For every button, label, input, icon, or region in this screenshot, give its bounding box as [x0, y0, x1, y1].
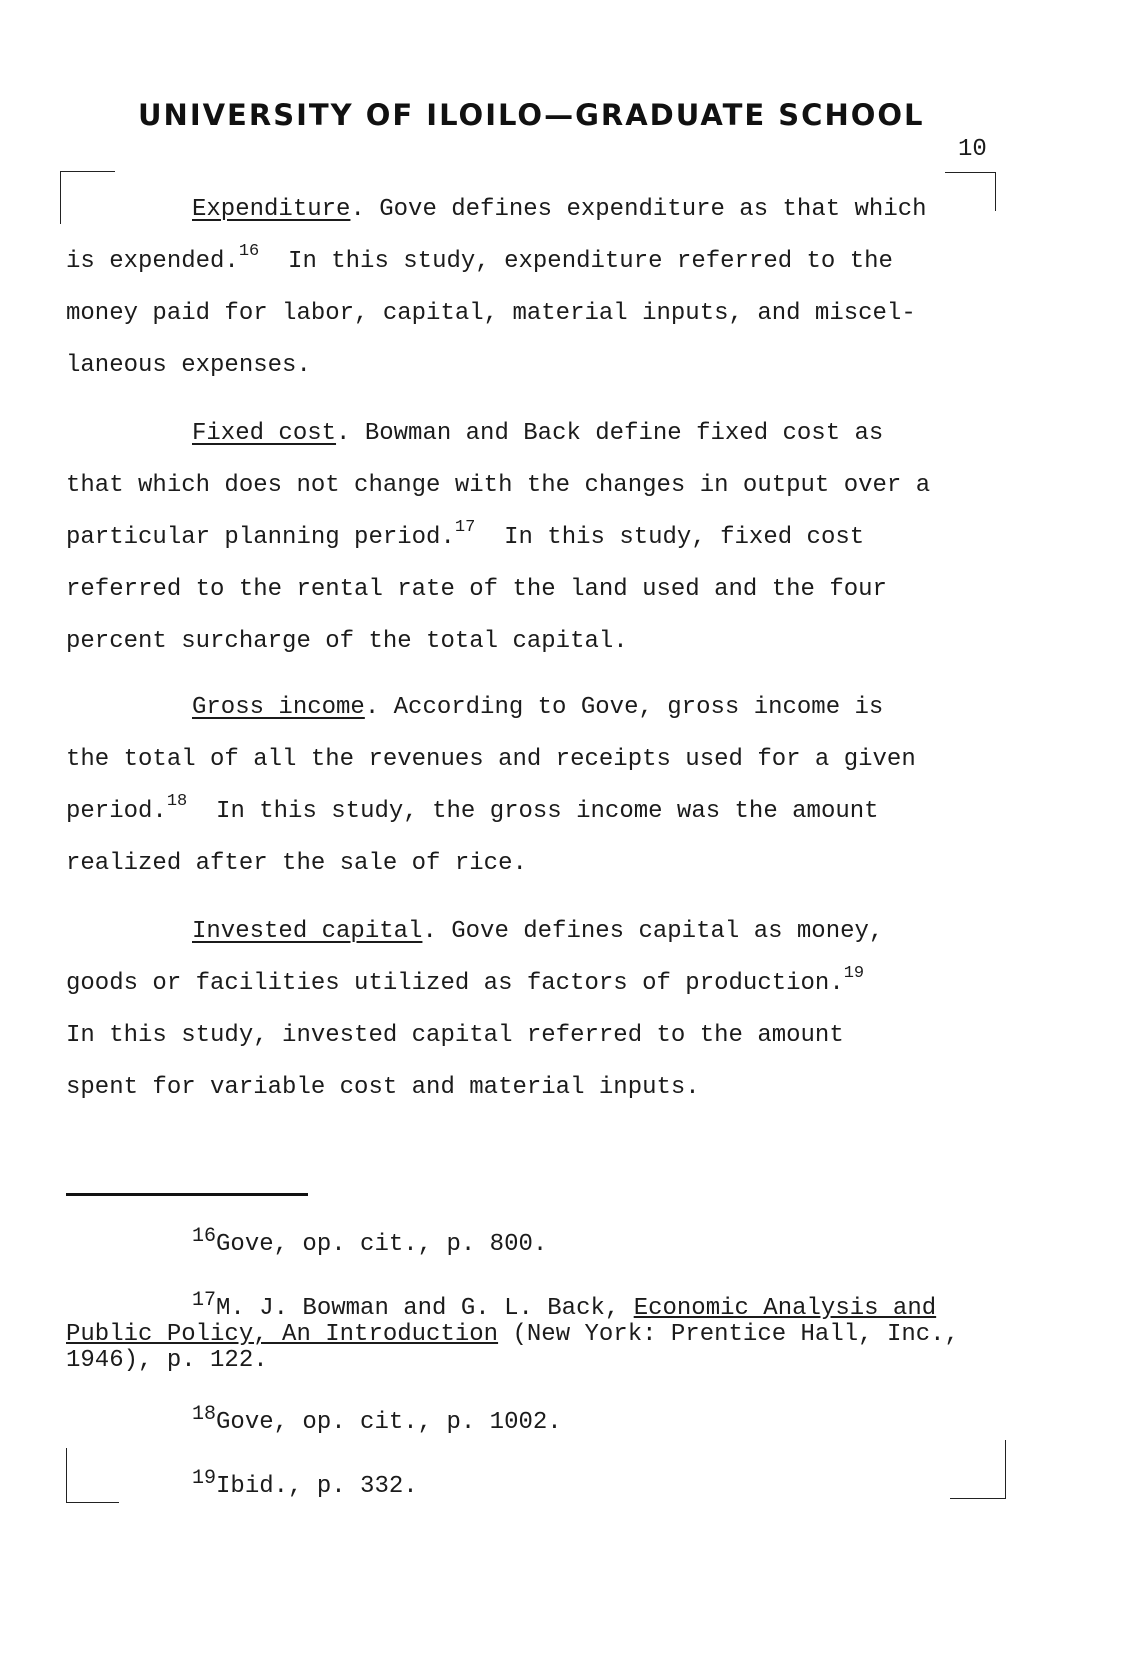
- paragraph-text: realized after the sale of rice.: [66, 850, 527, 877]
- footnote-number: 19: [192, 1467, 217, 1490]
- paragraph-text: . Gove defines expenditure as that which: [350, 196, 927, 223]
- paragraph-text: percent surcharge of the total capital.: [66, 628, 628, 655]
- footnote-text: Ibid., p. 332.: [216, 1473, 418, 1500]
- paragraph-gross-income: [66, 682, 1016, 890]
- paragraph-text: referred to the rental rate of the land used and the four: [66, 576, 887, 603]
- paragraph-text: particular planning period.: [66, 524, 455, 551]
- footnote-17: [66, 1289, 1066, 1374]
- footnote-number: 18: [192, 1403, 217, 1426]
- footnote-ref-16: 16: [238, 242, 260, 261]
- footnote-text: Gove, op. cit., p. 1002.: [216, 1409, 562, 1436]
- footnote-number: 17: [192, 1289, 217, 1312]
- footnote-ref-19: 19: [843, 964, 865, 983]
- paragraph-expenditure: [66, 184, 1016, 392]
- paragraph-text: In this study, invested capital referred to the amount: [66, 1022, 844, 1049]
- paragraph-text: period.: [66, 798, 167, 825]
- footnote-text: M. J. Bowman and G. L. Back,: [216, 1295, 634, 1322]
- paragraph-text: In this study, expenditure referred to the: [288, 248, 893, 275]
- paragraph-text: . According to Gove, gross income is: [364, 694, 884, 721]
- paragraph-text: goods or facilities utilized as factors of production.: [66, 970, 844, 997]
- paragraph-text: money paid for labor, capital, material inputs, and miscel-: [66, 300, 916, 327]
- paragraph-text: is expended.: [66, 248, 239, 275]
- term-invested-capital: Invested capital: [192, 918, 423, 945]
- paragraph-text: that which does not change with the changes in output over a: [66, 472, 931, 499]
- footnote-book-title: Public Policy, An Introduction: [66, 1321, 499, 1348]
- footnote-text: Gove, op. cit., p. 800.: [216, 1231, 548, 1258]
- footnote-18: [66, 1403, 1066, 1436]
- term-fixed-cost: Fixed cost: [192, 420, 337, 447]
- paragraph-text: the total of all the revenues and receipts used for a given: [66, 746, 916, 773]
- footnote-ref-18: 18: [166, 792, 188, 811]
- paragraph-text: In this study, the gross income was the amount: [216, 798, 879, 825]
- paragraph-text: . Bowman and Back define fixed cost as: [336, 420, 884, 447]
- footnote-number: 16: [192, 1225, 217, 1248]
- footnote-separator: [66, 1193, 308, 1196]
- paragraph-text: laneous expenses.: [66, 352, 311, 379]
- paragraph-invested-capital: [66, 906, 1016, 1114]
- footnote-text: 1946), p. 122.: [66, 1347, 268, 1374]
- paragraph-text: spent for variable cost and material inputs.: [66, 1074, 700, 1101]
- footnote-ref-17: 17: [454, 518, 476, 537]
- paragraph-text: In this study, fixed cost: [504, 524, 865, 551]
- paragraph-text: . Gove defines capital as money,: [422, 918, 884, 945]
- term-expenditure: Expenditure: [192, 196, 351, 223]
- footnote-text: (New York: Prentice Hall, Inc.,: [498, 1321, 959, 1348]
- footnote-19: [66, 1467, 1066, 1500]
- page-header: UNIVERSITY OF ILOILO—GRADUATE SCHOOL: [138, 98, 925, 132]
- footnote-16: [66, 1225, 1066, 1258]
- paragraph-fixed-cost: [66, 408, 1016, 668]
- term-gross-income: Gross income: [192, 694, 365, 721]
- page-number: 10: [958, 136, 987, 163]
- footnote-book-title: Economic Analysis and: [633, 1295, 937, 1322]
